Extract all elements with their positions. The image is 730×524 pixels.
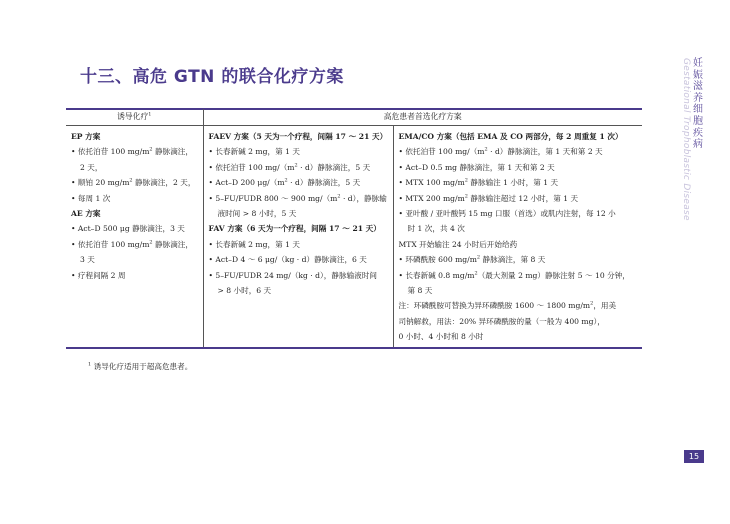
regimen-line [399, 206, 639, 221]
text-segment: ，用美 [593, 301, 617, 311]
side-title-char: 滋 [693, 81, 703, 93]
text-segment: • 依托泊苷 100 mg/m [71, 239, 150, 249]
regimen-heading [71, 206, 199, 221]
regimen-heading [209, 129, 389, 144]
regimen-line [399, 268, 639, 283]
side-title-chinese [692, 58, 704, 151]
text-segment: 静脉滴注， [152, 147, 193, 157]
regimen-line [71, 237, 199, 252]
text-segment: • 依托泊苷 100 mg/（m [398, 147, 485, 157]
regimen-line [399, 175, 639, 190]
regimen-line [399, 314, 639, 329]
text-segment: • Act–D 0.5 mg 静脉滴注，第 1 天和第 2 天 [398, 162, 555, 172]
text-segment: 3 天 [80, 255, 95, 265]
regimen-heading [209, 221, 389, 236]
text-segment: 注：环磷酰胺可替换为异环磷酰胺 1600 ～ 1800 mg/m [398, 301, 591, 311]
text-segment: • 5–FU/FUDR 800 ～ 900 mg/（m [208, 193, 338, 203]
text-segment: 静脉滴注，2 天， [132, 178, 196, 188]
text-segment: • MTX 100 mg/m [398, 178, 465, 188]
regimen-line [209, 206, 389, 221]
text-segment: 第 8 天 [407, 286, 433, 296]
table-body-row [66, 126, 642, 348]
text-segment: 司钠解救，用法：20% 异环磷酰胺的量（一般为 400 mg）， [398, 316, 605, 326]
superscript: 2 [464, 177, 468, 184]
text-segment: 静脉输注超过 12 小时，第 1 天 [467, 193, 579, 203]
text-segment: · d）静脉滴注，5 天 [297, 162, 371, 172]
text-segment: 液时间 > 8 小时，5 天 [217, 209, 297, 219]
regimen-line [209, 191, 389, 206]
text-segment: 0 小时、4 小时和 8 小时 [398, 332, 484, 342]
regimen-line [71, 144, 199, 159]
regimen-line [209, 252, 389, 267]
side-title-english: Gestational Trophoblastic Disease [681, 58, 691, 221]
text-segment: FAV 方案（6 天为一个疗程，间隔 17 ～ 21 天） [208, 224, 381, 234]
side-title-char: 病 [693, 139, 703, 151]
regimen-line [399, 283, 639, 298]
superscript: 2 [337, 193, 341, 200]
text-segment: • 亚叶酸 / 亚叶酸钙 15 mg 口服（首选）或肌内注射，每 12 小 [398, 209, 616, 219]
regimen-line [399, 221, 639, 236]
regimen-line [399, 298, 639, 313]
footnote-text: 诱导化疗适用于超高危患者。 [93, 362, 193, 371]
regimen-heading [399, 129, 639, 144]
text-segment: • Act–D 500 μg 静脉滴注，3 天 [71, 224, 185, 234]
text-segment: MTX 开始输注 24 小时后开始给药 [398, 239, 518, 249]
superscript: 2 [464, 193, 468, 200]
regimen-line [71, 175, 199, 190]
regimen-line [399, 252, 639, 267]
regimen-line [399, 329, 639, 344]
text-segment: · d）静脉滴注，5 天 [287, 178, 361, 188]
text-segment: 静脉滴注，第 8 天 [480, 255, 546, 265]
text-segment: EMA/CO 方案（包括 EMA 及 CO 两部分，每 2 周重复 1 次） [398, 132, 623, 141]
text-segment: FAEV 方案（5 天为一个疗程，间隔 17 ～ 21 天） [208, 132, 388, 141]
text-segment: • 依托泊苷 100 mg/m [71, 147, 150, 157]
regimen-line [399, 191, 639, 206]
superscript: 2 [590, 300, 594, 307]
text-segment: • Act–D 200 μg/（m [208, 178, 285, 188]
text-segment: • Act–D 4 ～ 6 μg/（kg · d）静脉滴注，6 天 [208, 255, 367, 265]
superscript: 2 [284, 177, 288, 184]
text-segment: • 每周 1 次 [71, 193, 111, 203]
regimen-line [209, 175, 389, 190]
text-segment: • 疗程间隔 2 周 [71, 270, 126, 280]
header-induction-chemo: 诱导化疗$^1$ [66, 109, 203, 126]
superscript: 2 [149, 239, 153, 246]
text-segment: • 长春新碱 2 mg，第 1 天 [208, 239, 300, 249]
text-segment: 静脉输注 1 小时，第 1 天 [467, 178, 559, 188]
footnote-marker: 1 [88, 361, 92, 368]
regimen-line [71, 221, 199, 236]
side-title-char: 疾 [693, 127, 703, 139]
text-segment: · d），静脉输 [340, 193, 387, 203]
regimen-heading [71, 129, 199, 144]
text-segment: EP 方案 [71, 132, 101, 141]
superscript: 2 [149, 146, 153, 153]
superscript: 2 [474, 270, 478, 277]
superscript: 2 [476, 254, 481, 261]
page-title: 十三、高危 GTN 的联合化疗方案 [80, 67, 344, 87]
regimen-line [209, 237, 389, 252]
regimen-line [209, 160, 389, 175]
regimen-line [399, 144, 639, 159]
column-induction [66, 126, 203, 348]
regimen-line [399, 160, 639, 175]
regimen-line [209, 144, 389, 159]
side-title-char: 细 [693, 104, 703, 116]
footnote [88, 361, 192, 372]
regimen-line [71, 191, 199, 206]
text-segment: 2 天， [80, 162, 103, 172]
text-segment: > 8 小时，6 天 [217, 286, 272, 296]
regimen-line [71, 268, 199, 283]
column-ema-co [393, 126, 642, 348]
side-title-char: 娠 [693, 69, 703, 81]
regimen-line [71, 252, 199, 267]
text-segment: • 5–FU/FUDR 24 mg/（kg · d），静脉输液时间 [208, 270, 377, 280]
text-segment: • MTX 200 mg/m [398, 193, 465, 203]
page-number-badge: 15 [684, 450, 704, 463]
text-segment: • 长春新碱 2 mg，第 1 天 [208, 147, 300, 157]
text-segment: • 顺铂 20 mg/m [71, 178, 130, 188]
table-header-row [66, 109, 642, 126]
superscript: 2 [294, 162, 298, 169]
regimen-line [71, 160, 199, 175]
side-title-char: 养 [693, 92, 703, 104]
regimen-line [399, 237, 639, 252]
superscript: 2 [129, 177, 133, 184]
text-segment: • 依托泊苷 100 mg/（m [208, 162, 295, 172]
text-segment: • 长春新碱 0.8 mg/m [398, 270, 475, 280]
regimen-line [209, 268, 389, 283]
header-preferred-regimens: 高危患者首选化疗方案 [203, 109, 642, 126]
superscript: 2 [484, 146, 488, 153]
chemotherapy-regimen-table [66, 109, 642, 349]
text-segment: · d）静脉滴注，第 1 天和第 2 天 [487, 147, 603, 157]
regimen-line [209, 283, 389, 298]
text-segment: （最大剂量 2 mg）静脉注射 5 ～ 10 分钟， [477, 270, 630, 280]
text-segment: • 环磷酰胺 600 mg/m [398, 255, 477, 265]
side-title-char: 妊 [693, 58, 703, 69]
side-title-char: 胞 [693, 115, 703, 127]
text-segment: 静脉滴注， [152, 239, 193, 249]
text-segment: AE 方案 [71, 209, 101, 219]
text-segment: 时 1 次，共 4 次 [407, 224, 465, 234]
column-faev-fav [203, 126, 393, 348]
